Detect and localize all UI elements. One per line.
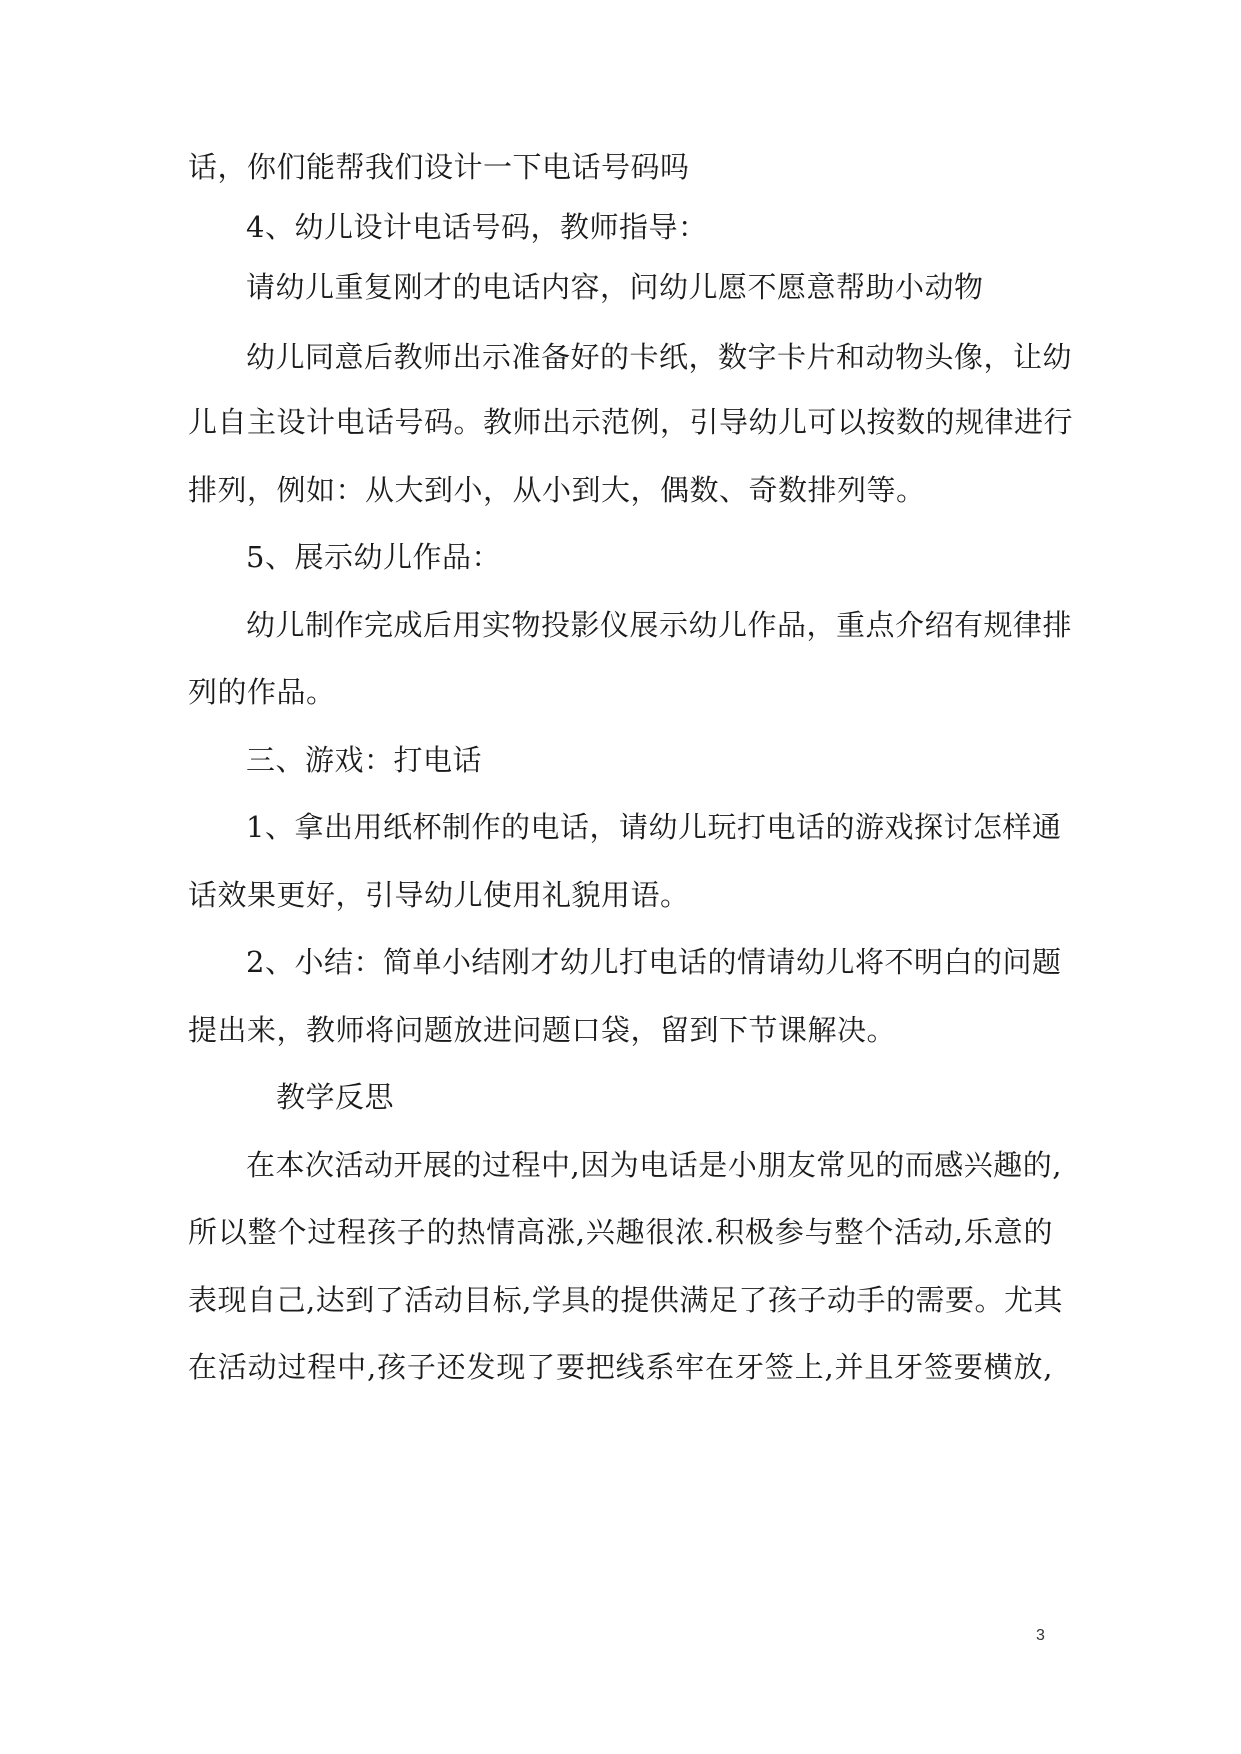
text-line-1: 话，你们能帮我们设计一下电话号码吗 bbox=[188, 150, 690, 184]
text-line-4: 幼儿同意后教师出示准备好的卡纸，数字卡片和动物头像，让幼 bbox=[246, 340, 1073, 374]
text-line-5: 儿自主设计电话号码。教师出示范例，引导幼儿可以按数的规律进行 bbox=[188, 405, 1074, 439]
page-number: 3 bbox=[1036, 1627, 1045, 1644]
text-line-16: 在本次活动开展的过程中,因为电话是小朋友常见的而感兴趣的, bbox=[246, 1148, 1062, 1182]
text-line-8: 幼儿制作完成后用实物投影仪展示幼儿作品，重点介绍有规律排 bbox=[246, 608, 1073, 642]
text-line-10: 三、游戏：打电话 bbox=[246, 743, 483, 777]
text-line-3: 请幼儿重复刚才的电话内容，问幼儿愿不愿意帮助小动物 bbox=[246, 270, 984, 304]
text-line-12: 话效果更好，引导幼儿使用礼貌用语。 bbox=[188, 878, 690, 912]
text-line-17: 所以整个过程孩子的热情高涨,兴趣很浓.积极参与整个活动,乐意的 bbox=[188, 1215, 1053, 1249]
text-line-2: 4、幼儿设计电话号码，教师指导： bbox=[246, 210, 708, 244]
text-line-18: 表现自己,达到了活动目标,学具的提供满足了孩子动手的需要。尤其 bbox=[188, 1283, 1063, 1317]
text-line-13: 2、小结：简单小结刚才幼儿打电话的情请幼儿将不明白的问题 bbox=[246, 945, 1062, 979]
text-line-19: 在活动过程中,孩子还发现了要把线系牢在牙签上,并且牙签要横放, bbox=[188, 1350, 1053, 1384]
text-line-11: 1、拿出用纸杯制作的电话，请幼儿玩打电话的游戏探讨怎样通 bbox=[246, 810, 1062, 844]
text-line-14: 提出来，教师将问题放进问题口袋，留到下节课解决。 bbox=[188, 1013, 897, 1047]
text-line-7: 5、展示幼儿作品： bbox=[246, 540, 501, 574]
text-line-9: 列的作品。 bbox=[188, 675, 336, 709]
section-heading: 教学反思 bbox=[276, 1080, 395, 1114]
text-line-6: 排列，例如：从大到小，从小到大，偶数、奇数排列等。 bbox=[188, 473, 926, 507]
